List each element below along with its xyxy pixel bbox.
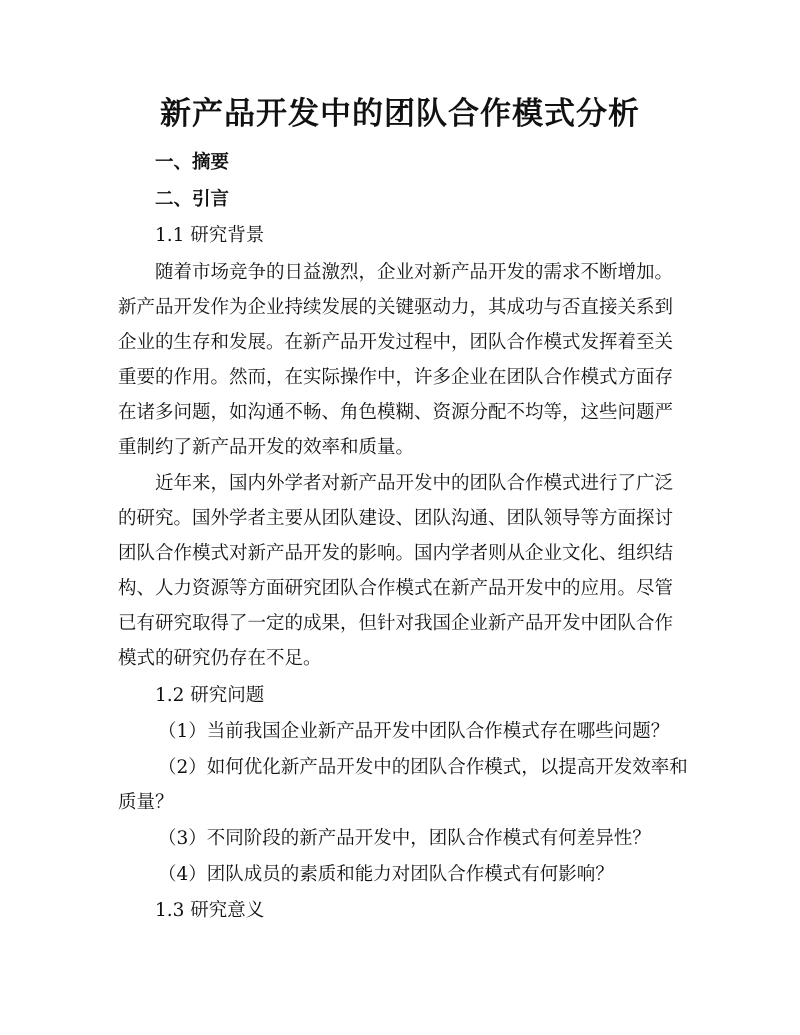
research-question: （3）不同阶段的新产品开发中，团队合作模式有何差异性？ <box>158 828 651 849</box>
section-1-1-heading: 1.1 研究背景 <box>155 225 265 246</box>
paragraph1-line: 随着市场竞争的日益激烈，企业对新产品开发的需求不断增加。 <box>155 262 674 283</box>
document-title: 新产品开发中的团队合作模式分析 <box>160 96 640 132</box>
paragraph1-line: 在诸多问题，如沟通不畅、角色模糊、资源分配不均等，这些问题严 <box>118 402 674 423</box>
paragraph2-line: 的研究。国外学者主要从团队建设、团队沟通、团队领导等方面探讨 <box>118 508 674 529</box>
section-1-3-heading: 1.3 研究意义 <box>155 900 265 921</box>
paragraph1-line: 新产品开发作为企业持续发展的关键驱动力，其成功与否直接关系到 <box>118 297 674 318</box>
paragraph2-line: 近年来，国内外学者对新产品开发中的团队合作模式进行了广泛 <box>155 473 674 494</box>
research-question: （4）团队成员的素质和能力对团队合作模式有何影响？ <box>158 864 614 885</box>
heading-introduction: 二、引言 <box>155 189 230 210</box>
research-question: （1）当前我国企业新产品开发中团队合作模式存在哪些问题？ <box>158 721 670 742</box>
paragraph2-line: 模式的研究仍存在不足。 <box>118 648 322 669</box>
paragraph1-line: 企业的生存和发展。在新产品开发过程中，团队合作模式发挥着至关 <box>118 332 674 353</box>
research-question-continued: 质量？ <box>118 792 174 813</box>
paragraph2-line: 已有研究取得了一定的成果，但针对我国企业新产品开发中团队合作 <box>118 613 674 634</box>
heading-abstract: 一、摘要 <box>155 152 230 173</box>
section-1-2-heading: 1.2 研究问题 <box>155 685 265 706</box>
research-question: （2）如何优化新产品开发中的团队合作模式，以提高开发效率和 <box>158 757 688 778</box>
paragraph1-line: 重要的作用。然而，在实际操作中，许多企业在团队合作模式方面存 <box>118 367 674 388</box>
paragraph2-line: 团队合作模式对新产品开发的影响。国内学者则从企业文化、组织结 <box>118 543 674 564</box>
paragraph2-line: 构、人力资源等方面研究团队合作模式在新产品开发中的应用。尽管 <box>118 578 674 599</box>
paragraph1-line: 重制约了新产品开发的效率和质量。 <box>118 437 415 458</box>
